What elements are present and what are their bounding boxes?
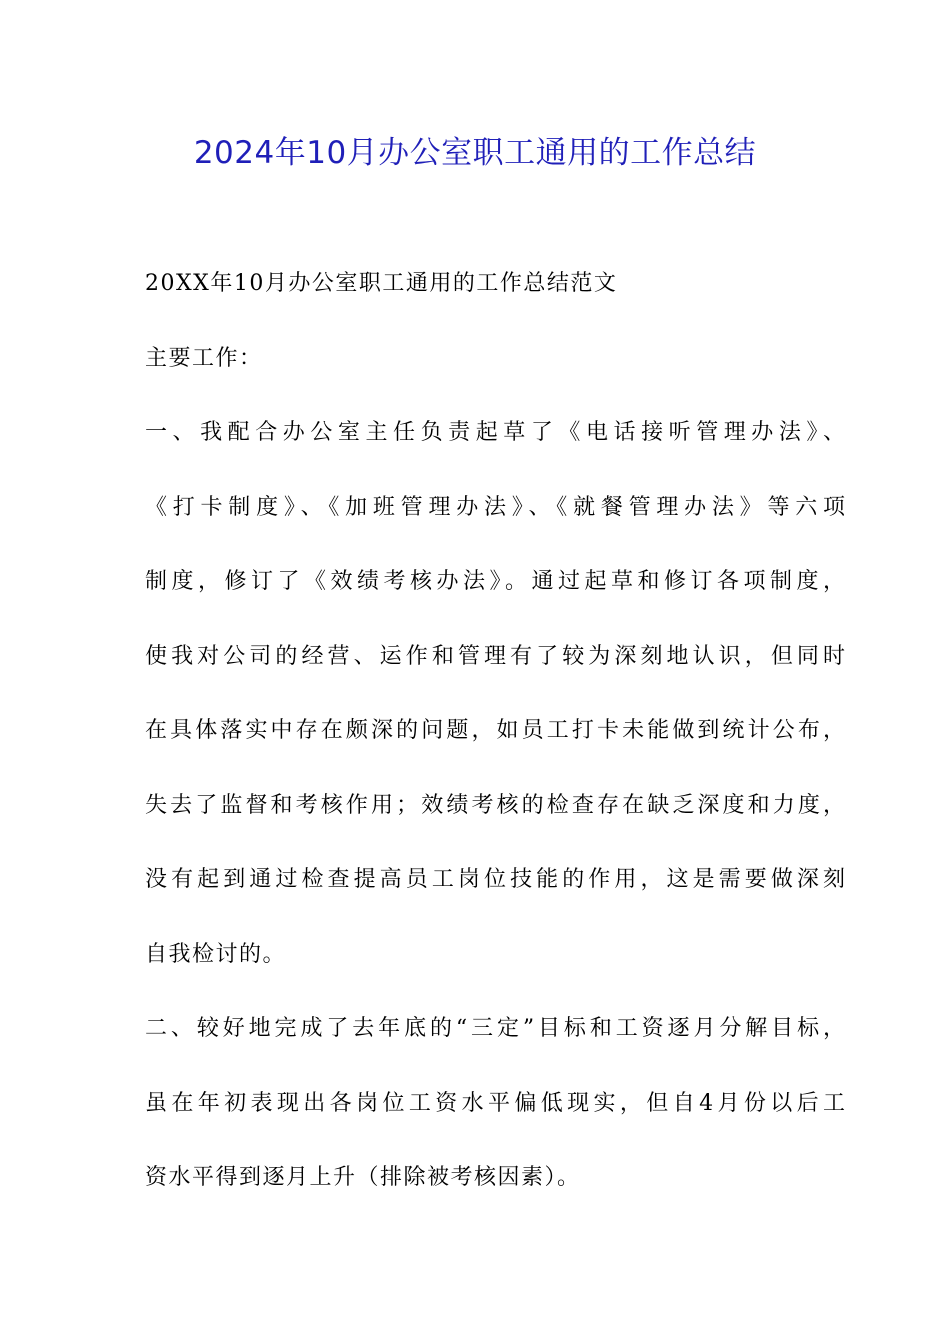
paragraph-line: 在具体落实中存在颇深的问题，如员工打卡未能做到统计公布， — [145, 718, 845, 743]
paragraph-line: 虽在年初表现出各岗位工资水平偏低现实，但自4月份以后工 — [145, 1090, 845, 1116]
document-title: 2024年10月办公室职工通用的工作总结 — [193, 135, 757, 171]
paragraph-line: 失去了监督和考核作用；效绩考核的检查存在缺乏深度和力度， — [145, 792, 845, 818]
paragraph-line: 自我检讨的。 — [145, 941, 287, 967]
document-body — [145, 258, 845, 1227]
paragraph-line: 使我对公司的经营、运作和管理有了较为深刻地认识，但同时 — [145, 643, 845, 669]
paragraph-line: 《打卡制度》、《加班管理办法》、《就餐管理办法》等六项 — [145, 494, 845, 520]
paragraph-line: 资水平得到逐月上升（排除被考核因素）。 — [145, 1165, 581, 1190]
paragraph-line: 制度，修订了《效绩考核办法》。通过起草和修订各项制度， — [145, 569, 845, 594]
line-section-heading: 主要工作： — [145, 345, 263, 371]
line-subtitle: 20XX年10月办公室职工通用的工作总结范文 — [145, 271, 618, 296]
paragraph-line: 一、我配合办公室主任负责起草了《电话接听管理办法》、 — [145, 420, 845, 445]
paragraph-line: 没有起到通过检查提高员工岗位技能的作用，这是需要做深刻 — [145, 867, 845, 892]
paragraph-line: 二、较好地完成了去年底的“三定”目标和工资逐月分解目标， — [145, 1016, 845, 1041]
